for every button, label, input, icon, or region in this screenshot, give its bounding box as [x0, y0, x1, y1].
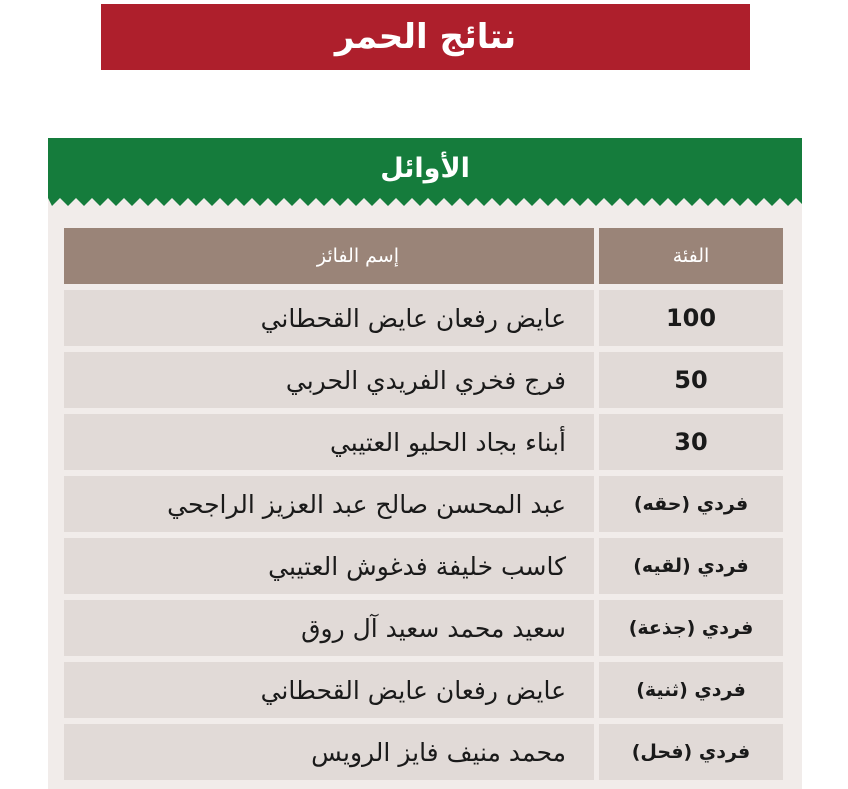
category-cell: 100: [599, 290, 783, 346]
winner-cell: فرج فخري الفريدي الحربي: [64, 352, 594, 408]
winner-cell: محمد منيف فايز الرويس: [64, 724, 594, 780]
category-cell: 50: [599, 352, 783, 408]
winner-cell: عبد المحسن صالح عبد العزيز الراجحي: [64, 476, 594, 532]
winner-cell: كاسب خليفة فدغوش العتيبي: [64, 538, 594, 594]
category-cell: فردي (فحل): [599, 724, 783, 780]
winner-cell: عايض رفعان عايض القحطاني: [64, 290, 594, 346]
column-header-category: الفئة: [599, 228, 783, 284]
winner-cell: أبناء بجاد الحليو العتيبي: [64, 414, 594, 470]
category-cell: فردي (جذعة): [599, 600, 783, 656]
page-title: نتائج الحمر: [101, 4, 750, 70]
section-title: الأوائل: [48, 138, 802, 198]
category-cell: فردي (لقيه): [599, 538, 783, 594]
zigzag-divider: [48, 198, 802, 208]
winner-cell: سعيد محمد سعيد آل روق: [64, 600, 594, 656]
winner-cell: عايض رفعان عايض القحطاني: [64, 662, 594, 718]
category-cell: فردي (حقه): [599, 476, 783, 532]
category-cell: فردي (ثنية): [599, 662, 783, 718]
column-header-winner: إسم الفائز: [64, 228, 594, 284]
category-cell: 30: [599, 414, 783, 470]
